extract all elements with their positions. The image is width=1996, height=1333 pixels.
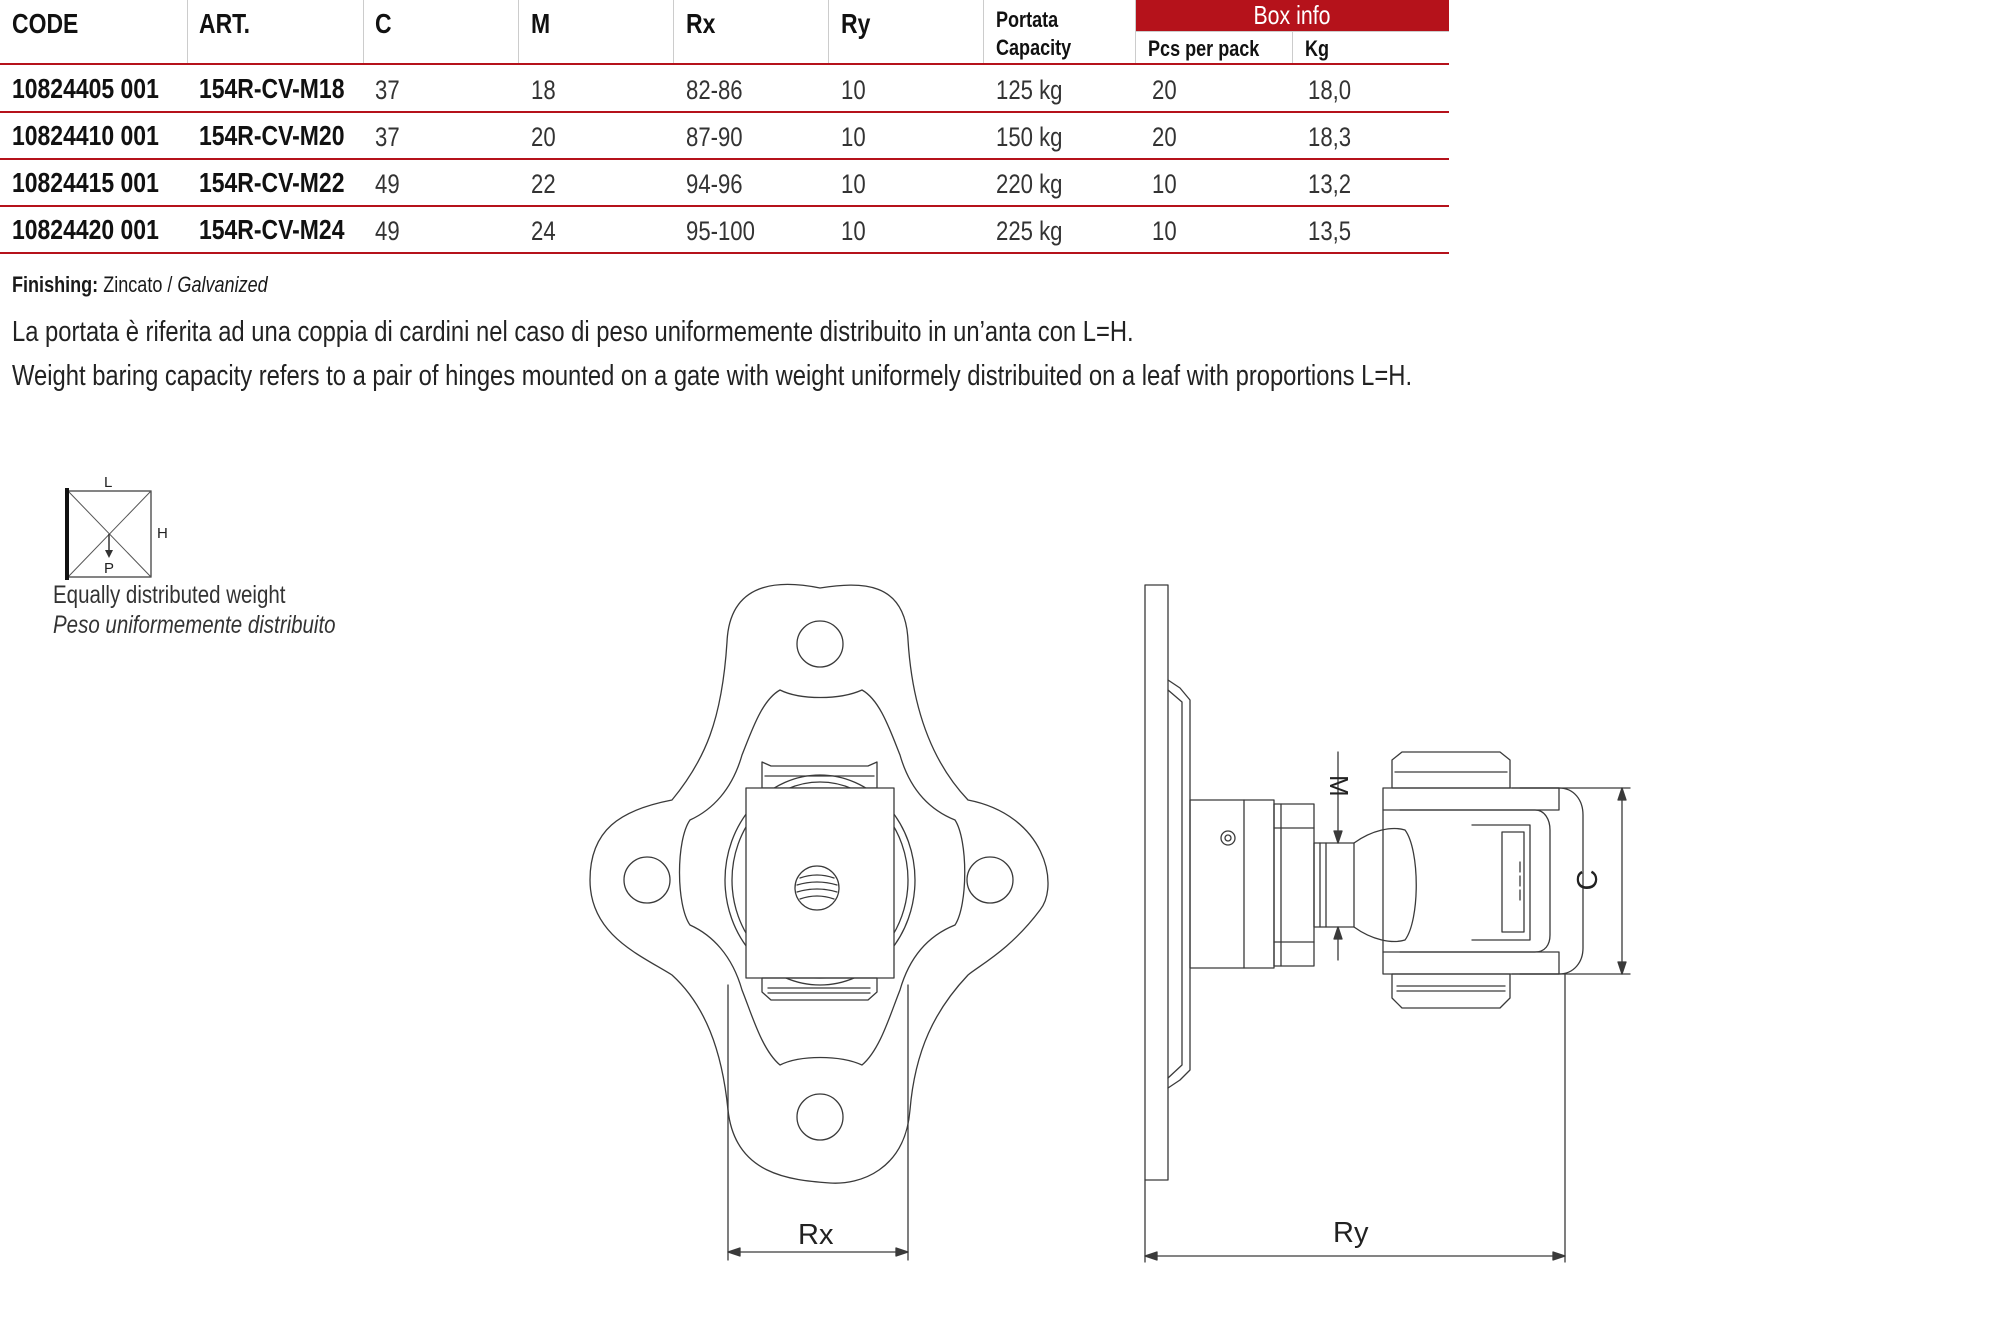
- arrow-head-icon: [1553, 1252, 1565, 1260]
- header-art: ART.: [199, 8, 251, 39]
- cell-ry: 10: [841, 75, 866, 105]
- knuckle-slot-inner: [1502, 832, 1524, 932]
- cell-pcs: 20: [1152, 75, 1177, 105]
- legend-caption-it: Peso uniformemente distribuito: [53, 611, 336, 639]
- ball-neck: [1354, 829, 1416, 942]
- pin-cap-bottom: [762, 978, 877, 1000]
- thread-lines: [1320, 843, 1326, 927]
- arrow-head-icon: [728, 1248, 740, 1256]
- cell-m: 24: [531, 216, 556, 246]
- cell-art: 154R-CV-M22: [199, 167, 345, 198]
- arrow-head-icon: [1334, 927, 1342, 939]
- finishing-it: Zincato /: [103, 272, 173, 297]
- knuckle-bottom: [1383, 952, 1559, 974]
- cell-c: 49: [375, 169, 400, 199]
- bushing: [1190, 800, 1274, 968]
- label-l: L: [104, 474, 113, 491]
- plate-bevel-inner: [1168, 690, 1182, 1078]
- c-label: C: [1572, 869, 1604, 891]
- front-view: [590, 584, 1048, 1260]
- cell-capacity: 150 kg: [996, 122, 1063, 152]
- arrow-head-icon: [1618, 962, 1626, 974]
- mounting-hole: [797, 1094, 843, 1140]
- cell-kg: 13,5: [1308, 216, 1352, 246]
- arrow-head-icon: [896, 1248, 908, 1256]
- cell-art: 154R-CV-M18: [199, 73, 345, 104]
- rx-label: Rx: [798, 1219, 834, 1251]
- grease-nipple: [1221, 831, 1235, 845]
- cell-rx: 94-96: [686, 169, 743, 199]
- cell-m: 20: [531, 122, 556, 152]
- header-rx: Rx: [686, 8, 716, 39]
- cell-pcs: 10: [1152, 169, 1177, 199]
- header-capacity-it: Portata: [996, 7, 1059, 32]
- cell-code: 10824405 001: [12, 73, 159, 104]
- m-label: M: [1324, 775, 1354, 797]
- header-code: CODE: [12, 8, 79, 39]
- cell-kg: 18,3: [1308, 122, 1352, 152]
- wall-plate: [1145, 585, 1168, 1180]
- header-ry: Ry: [841, 8, 871, 39]
- cell-capacity: 125 kg: [996, 75, 1063, 105]
- mounting-hole: [967, 857, 1013, 903]
- arrow-head-icon: [1334, 831, 1342, 843]
- cell-c: 49: [375, 216, 400, 246]
- label-p: P: [104, 560, 115, 577]
- knuckle-inner: [1400, 810, 1550, 952]
- header-c: C: [375, 8, 392, 39]
- cell-c: 37: [375, 122, 400, 152]
- cell-code: 10824410 001: [12, 120, 159, 151]
- cell-ry: 10: [841, 169, 866, 199]
- finishing-en: Galvanized: [177, 272, 268, 297]
- cell-art: 154R-CV-M24: [199, 214, 345, 245]
- cell-ry: 10: [841, 216, 866, 246]
- legend-caption-en: Equally distributed weight: [53, 581, 286, 609]
- cell-rx: 95-100: [686, 216, 755, 246]
- pin-cap-top: [1392, 752, 1510, 788]
- cell-capacity: 220 kg: [996, 169, 1063, 199]
- plate-bevel: [1168, 680, 1190, 1088]
- mounting-hole: [797, 621, 843, 667]
- cell-c: 37: [375, 75, 400, 105]
- cell-m: 22: [531, 169, 556, 199]
- hinge-block: [746, 788, 894, 978]
- grease-nipple-inner: [1225, 835, 1231, 841]
- cell-rx: 82-86: [686, 75, 743, 105]
- cell-ry: 10: [841, 122, 866, 152]
- cell-kg: 18,0: [1308, 75, 1352, 105]
- header-box-info: Box info: [1135, 0, 1449, 31]
- arrow-head-icon: [1618, 788, 1626, 800]
- note-en: Weight baring capacity refers to a pair of hinges mounted on a gate with weight uniformely distribuited on a leaf with proportions L=H.: [12, 360, 1413, 392]
- header-kg: Kg: [1305, 36, 1330, 61]
- mounting-hole: [624, 857, 670, 903]
- cell-art: 154R-CV-M20: [199, 120, 345, 151]
- cell-rx: 87-90: [686, 122, 743, 152]
- cell-code: 10824415 001: [12, 167, 159, 198]
- label-h: H: [157, 525, 168, 542]
- ry-label: Ry: [1333, 1217, 1369, 1249]
- finishing-label: Finishing:: [12, 272, 99, 297]
- side-view: [1145, 585, 1630, 1262]
- cell-code: 10824420 001: [12, 214, 159, 245]
- cell-kg: 13,2: [1308, 169, 1352, 199]
- knuckle-top: [1383, 788, 1559, 810]
- cell-capacity: 225 kg: [996, 216, 1063, 246]
- header-m: M: [531, 8, 551, 39]
- cell-m: 18: [531, 75, 556, 105]
- header-capacity-en: Capacity: [996, 35, 1072, 60]
- arrow-head-icon: [1145, 1252, 1157, 1260]
- cell-pcs: 10: [1152, 216, 1177, 246]
- note-it: La portata è riferita ad una coppia di cardini nel caso di peso uniformemente distribuito in un’anta con L=H.: [12, 316, 1134, 348]
- cell-pcs: 20: [1152, 122, 1177, 152]
- header-pcs-per-pack: Pcs per pack: [1148, 36, 1260, 61]
- knuckle-slot: [1472, 825, 1530, 940]
